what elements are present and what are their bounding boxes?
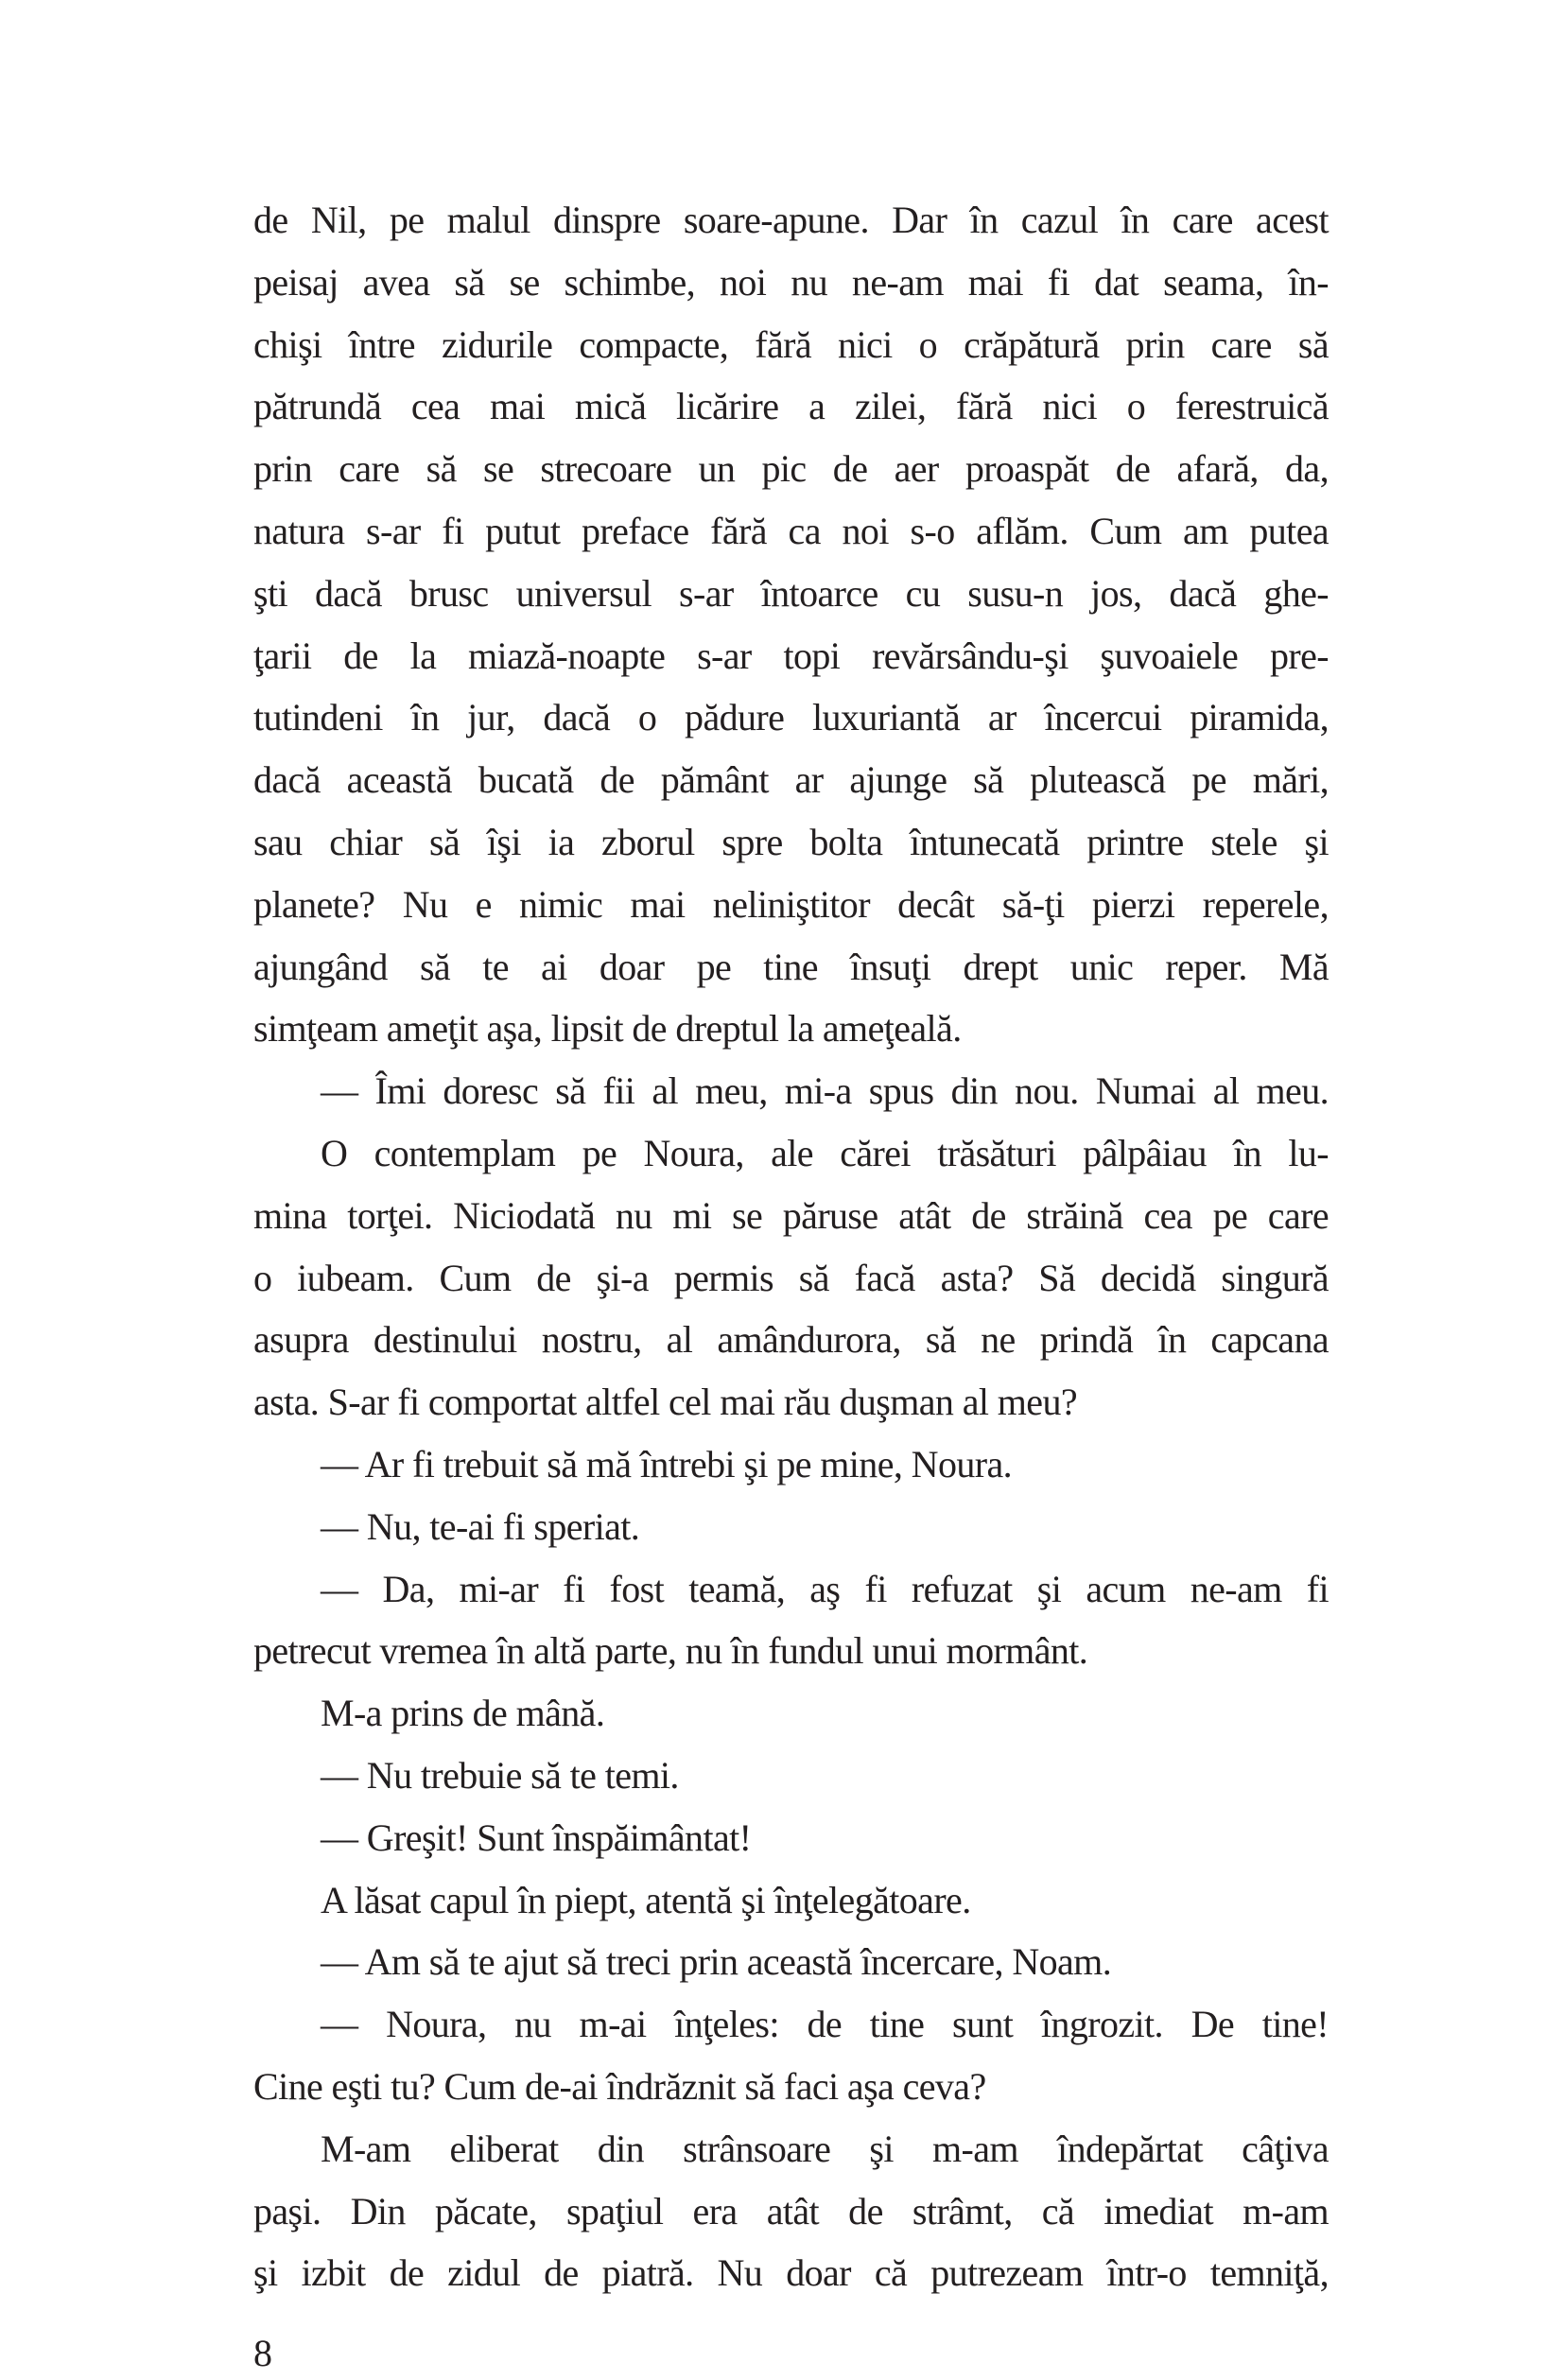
text-line: prin care să se strecoare un pic de aer proaspăt de afară, da, xyxy=(253,447,1329,491)
text-line: A lăsat capul în piept, atentă şi înţelegătoare. xyxy=(321,1878,971,1921)
text-line: natura s-ar fi putut preface fără ca noi s-o aflăm. Cum am putea xyxy=(253,509,1329,552)
text-line: — Ar fi trebuit să mă întrebi şi pe mine, Noura. xyxy=(321,1442,1013,1485)
text-line: ajungând să te ai doar pe tine însuţi drept unic reper. Mă xyxy=(253,945,1329,988)
text-line: — Îmi doresc să fii al meu, mi-a spus din nou. Numai al meu. xyxy=(321,1069,1329,1113)
text-line: ţarii de la miază-noapte s-ar topi revărsându-şi şuvoaiele pre- xyxy=(253,634,1329,677)
text-line: tutindeni în jur, dacă o pădure luxuriantă ar încercui piramida, xyxy=(253,696,1329,739)
text-line: Cine eşti tu? Cum de-ai îndrăznit să faci aşa ceva? xyxy=(253,2064,986,2108)
text-line: mina torţei. Niciodată nu mi se păruse atât de străină cea pe care xyxy=(253,1193,1329,1237)
text-line: paşi. Din păcate, spaţiul era atât de strâmt, că imediat m-am xyxy=(253,2189,1329,2232)
text-line: planete? Nu e nimic mai neliniştitor decât să-ţi pierzi reperele, xyxy=(253,882,1329,926)
text-line: şi izbit de zidul de piatră. Nu doar că putrezeam într-o temniţă, xyxy=(253,2251,1329,2295)
text-line: asupra destinului nostru, al amândurora, să ne prindă în capcana xyxy=(253,1318,1329,1362)
text-line: — Greşit! Sunt înspăimântat! xyxy=(321,1815,752,1859)
text-line: şti dacă brusc universul s-ar întoarce cu susu-n jos, dacă ghe- xyxy=(253,571,1329,615)
text-line: M-am eliberat din strânsoare şi m-am îndepărtat câţiva xyxy=(321,2127,1329,2170)
text-line: asta. S-ar fi comportat altfel cel mai rău duşman al meu? xyxy=(253,1381,1077,1424)
text-line: simţeam ameţit aşa, lipsit de dreptul la ameţeală. xyxy=(253,1007,962,1051)
text-line: — Da, mi-ar fi fost teamă, aş fi refuzat şi acum ne-am fi xyxy=(321,1567,1329,1610)
text-line: o iubeam. Cum de şi-a permis să facă asta? Să decidă singură xyxy=(253,1256,1329,1299)
text-line: chişi între zidurile compacte, fără nici o crăpătură prin care să xyxy=(253,322,1329,366)
text-line: sau chiar să îşi ia zborul spre bolta întunecată printre stele şi xyxy=(253,820,1329,863)
text-line: — Nu trebuie să te temi. xyxy=(321,1753,679,1797)
text-line: — Noura, nu m-ai înţeles: de tine sunt îngrozit. De tine! xyxy=(321,2003,1329,2046)
text-line: O contemplam pe Noura, ale cărei trăsături pâlpâiau în lu- xyxy=(321,1131,1329,1174)
text-line: peisaj avea să se schimbe, noi nu ne-am mai fi dat seama, în- xyxy=(253,260,1329,304)
text-line: dacă această bucată de pământ ar ajunge să plutească pe mări, xyxy=(253,758,1329,802)
page-content xyxy=(253,189,1329,2380)
text-line: pătrundă cea mai mică licărire a zilei, fără nici o ferestruică xyxy=(253,385,1329,428)
text-line: — Nu, te-ai fi speriat. xyxy=(321,1504,640,1548)
text-line: de Nil, pe malul dinspre soare-apune. Dar în cazul în care acest xyxy=(253,199,1329,241)
page-number: 8 xyxy=(253,2332,272,2375)
text-line: — Am să te ajut să treci prin această încercare, Noam. xyxy=(321,1940,1112,1984)
text-line: M-a prins de mână. xyxy=(321,1692,605,1735)
text-line: petrecut vremea în altă parte, nu în fundul unui mormânt. xyxy=(253,1629,1088,1673)
body-text xyxy=(253,189,1329,2304)
